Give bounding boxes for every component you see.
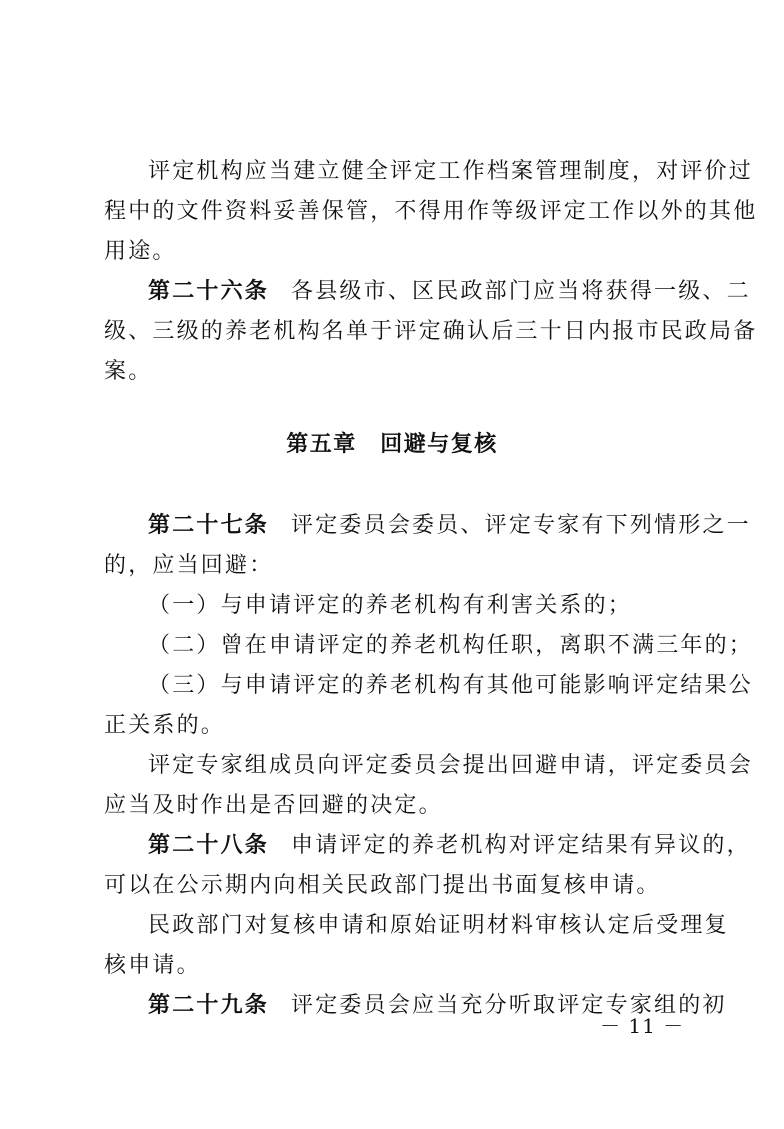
article-26	[148, 278, 751, 306]
article-text: 申请评定的养老机构对评定结果有异议的，	[291, 833, 751, 858]
list-item: （一）与申请评定的养老机构有利害关系的；	[148, 593, 633, 618]
paragraph-line: 评定机构应当建立健全评定工作档案管理制度，对评价过	[148, 159, 754, 184]
paragraph-line: 级、三级的养老机构名单于评定确认后三十日内报市民政局备	[104, 319, 758, 344]
list-item: （二）曾在申请评定的养老机构任职，离职不满三年的；	[148, 633, 754, 658]
article-heading: 第二十九条	[148, 993, 270, 1018]
chapter-title: 第五章 回避与复核	[286, 432, 498, 457]
paragraph-line: 程中的文件资料妥善保管，不得用作等级评定工作以外的其他	[104, 199, 758, 224]
article-heading: 第二十八条	[148, 833, 270, 858]
paragraph-line: 核申请。	[104, 953, 201, 978]
article-28	[148, 832, 751, 860]
paragraph-line: 用途。	[104, 239, 177, 264]
paragraph-line: 可以在公示期内向相关民政部门提出书面复核申请。	[104, 873, 661, 898]
paragraph-line: 案。	[104, 359, 153, 384]
paragraph-line: 的，应当回避：	[104, 553, 274, 578]
paragraph-line: 正关系的。	[104, 713, 226, 738]
article-text: 评定委员会应当充分听取评定专家组的初	[291, 993, 727, 1018]
article-heading: 第二十七条	[148, 513, 270, 538]
article-text: 各县级市、区民政部门应当将获得一级、二	[291, 279, 751, 304]
article-27	[148, 512, 751, 540]
paragraph-line: 评定专家组成员向评定委员会提出回避申请，评定委员会	[148, 753, 754, 778]
page-number: － 11 －	[600, 1014, 685, 1038]
list-item: （三）与申请评定的养老机构有其他可能影响评定结果公	[148, 673, 754, 698]
article-heading: 第二十六条	[148, 279, 270, 304]
paragraph-line: 民政部门对复核申请和原始证明材料审核认定后受理复	[148, 913, 729, 938]
article-text: 评定委员会委员、评定专家有下列情形之一	[291, 513, 751, 538]
paragraph-line: 应当及时作出是否回避的决定。	[104, 793, 443, 818]
